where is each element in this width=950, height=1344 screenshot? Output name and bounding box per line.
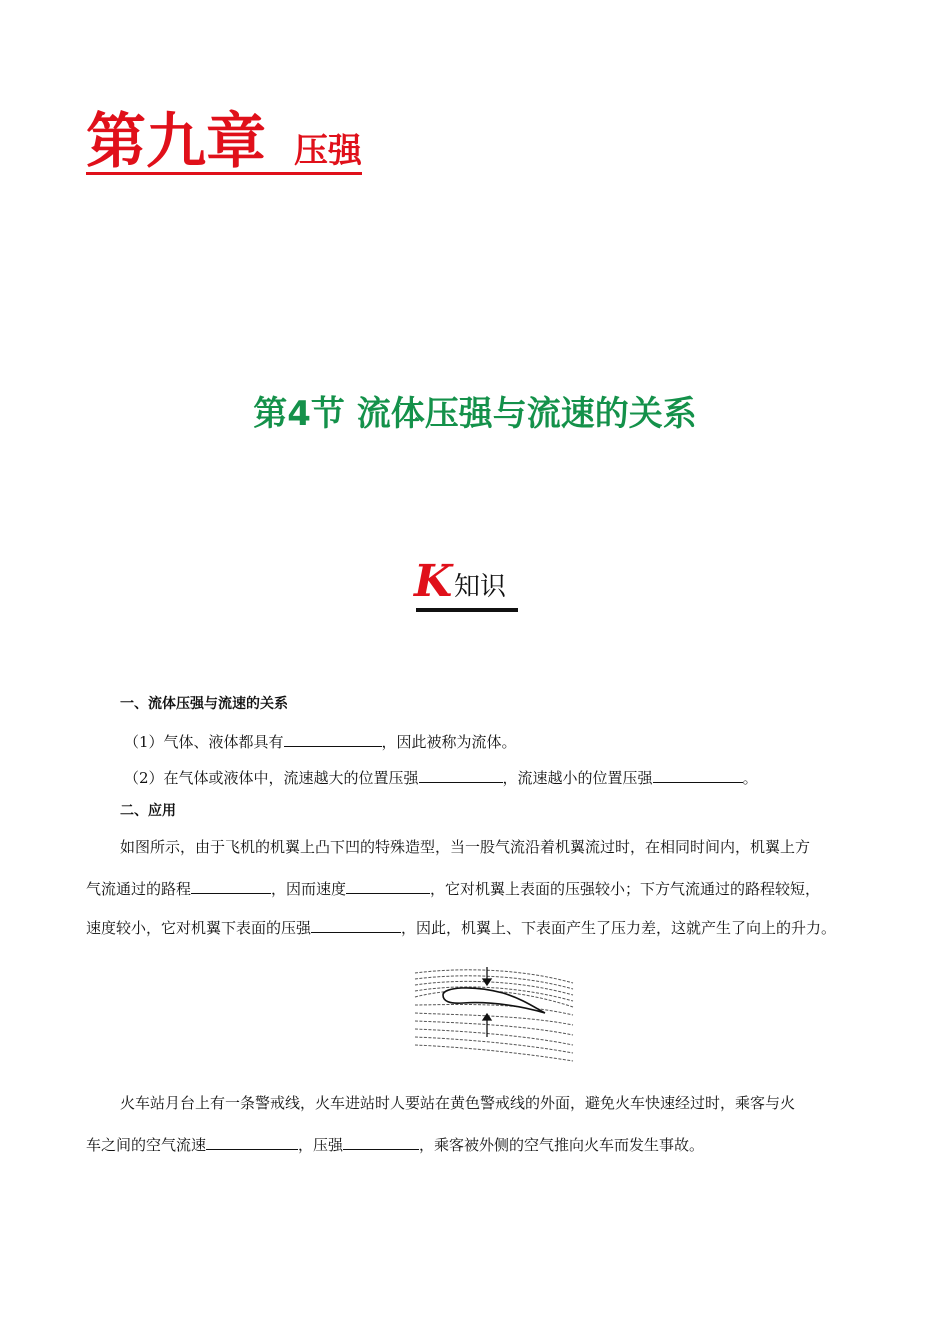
p1-line3-text-b: ，因此，机翼上、下表面产生了压力差，这就产生了向上的升力。 xyxy=(401,919,837,937)
p1-line2-text-a: 气流通过的路程 xyxy=(86,880,192,898)
answer-blank xyxy=(653,769,743,783)
chapter-title: 第九章 xyxy=(86,107,266,177)
part1-item1-tail: ，因此被称为流体。 xyxy=(381,733,517,751)
knowledge-logo-label: 知识 xyxy=(454,572,507,602)
section-title: 第4节 流体压强与流速的关系 xyxy=(253,394,697,434)
part1-heading: 一、流体压强与流速的关系 xyxy=(120,696,288,712)
airfoil-streamline-figure xyxy=(413,965,575,1065)
answer-blank xyxy=(191,880,271,894)
answer-blank xyxy=(346,880,430,894)
answer-blank xyxy=(311,919,401,933)
chapter-heading xyxy=(86,107,362,177)
chapter-subtitle: 压强 xyxy=(294,131,362,171)
part2-paragraph1-line2 xyxy=(86,880,820,897)
p1-line2-text-b: ，因而速度 xyxy=(271,880,347,898)
part1-item1-text: （1）气体、液体都具有 xyxy=(124,733,284,751)
answer-blank xyxy=(343,1136,419,1150)
answer-blank xyxy=(284,733,382,747)
streamline xyxy=(415,1013,573,1025)
part2-paragraph2-line1: 火车站月台上有一条警戒线，火车进站时人要站在黄色警戒线的外面，避免火车快速经过时，乘客与火 xyxy=(120,1094,796,1112)
pressure-arrow-up-head xyxy=(483,1014,491,1020)
answer-blank xyxy=(419,769,503,783)
p1-line2-text-c: ，它对机翼上表面的压强较小；下方气流通过的路程较短， xyxy=(430,880,821,898)
part2-heading: 二、应用 xyxy=(120,803,176,819)
p2-line2-text-a: 车之间的空气流速 xyxy=(86,1136,207,1154)
part2-paragraph1-line1: 如图所示，由于飞机的机翼上凸下凹的特殊造型，当一股气流沿着机翼流过时，在相同时间内，机翼上方 xyxy=(120,838,811,856)
knowledge-logo-underline xyxy=(416,608,518,612)
streamline xyxy=(415,1004,573,1015)
part2-paragraph1-line3 xyxy=(86,919,836,936)
streamline xyxy=(415,1045,573,1061)
part2-paragraph2-line2 xyxy=(86,1136,704,1153)
knowledge-logo xyxy=(414,556,520,616)
part1-item2-mid: ，流速越小的位置压强 xyxy=(502,769,653,787)
p2-line2-text-b: ，压强 xyxy=(298,1136,344,1154)
p2-line2-text-c: ，乘客被外侧的空气推向火车而发生事故。 xyxy=(419,1136,705,1154)
knowledge-logo-letter: K xyxy=(414,556,453,607)
streamline xyxy=(415,1021,573,1035)
answer-blank xyxy=(206,1136,298,1150)
part1-item2 xyxy=(124,769,758,786)
part1-item1 xyxy=(124,733,517,750)
part1-item2-tail: 。 xyxy=(742,769,758,787)
p1-line3-text-a: 速度较小，它对机翼下表面的压强 xyxy=(86,919,312,937)
part1-item2-text: （2）在气体或液体中，流速越大的位置压强 xyxy=(124,769,419,787)
